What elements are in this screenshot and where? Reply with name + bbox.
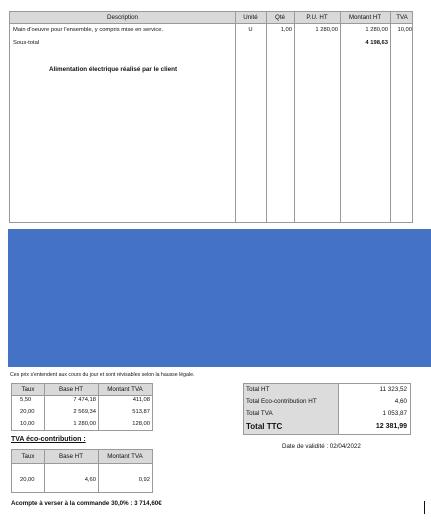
eco-header-base-ht: Base HT	[44, 450, 98, 463]
subtotal-value: 4 198,63	[365, 40, 388, 46]
column-divider	[44, 450, 45, 492]
invoice-table	[9, 11, 413, 223]
tva-header-base-ht: Base HT	[44, 384, 98, 395]
header-tva: TVA	[396, 14, 408, 21]
line-qte: 1,00	[280, 27, 292, 33]
validity-date: Date de validité : 02/04/2022	[282, 443, 361, 450]
tva-row-3-montant-tva: 128,00	[132, 421, 150, 427]
eco-header-taux: Taux	[12, 450, 44, 463]
tva-header-taux: Taux	[12, 384, 44, 395]
eco-row-montant-tva: 0,92	[138, 477, 150, 483]
line-unite: U	[248, 27, 253, 33]
header-description: Description	[107, 14, 138, 21]
header-unite: Unité	[243, 14, 258, 21]
total-ttc-label: Total TTC	[246, 422, 283, 431]
line-pu-ht: 1 280,00	[315, 27, 338, 33]
tva-row-2-montant-tva: 513,87	[132, 409, 150, 415]
tva-table	[11, 383, 153, 431]
total-eco-label: Total Eco-contribution HT	[246, 398, 317, 405]
total-tva-label: Total TVA	[246, 410, 273, 417]
totals-box	[243, 383, 411, 435]
total-ht-label: Total HT	[246, 386, 270, 393]
total-ttc-value: 12 381,99	[375, 423, 407, 430]
eco-table	[11, 449, 153, 493]
invoice-note: Alimentation électrique réalisé par le client	[49, 66, 178, 73]
column-divider	[294, 12, 295, 222]
tva-row-2-base-ht: 2 569,34	[73, 409, 96, 415]
line-tva: 10,00	[397, 27, 412, 33]
acompte-line: Acompte à verser à la commande 30,0% : 3 714,60€	[11, 500, 162, 507]
text-cursor	[424, 501, 425, 514]
eco-header-border	[12, 463, 152, 464]
total-tva-value: 1 053,87	[382, 410, 407, 417]
header-pu-ht: P.U. HT	[306, 14, 328, 21]
column-divider	[266, 12, 267, 222]
tva-row-1-taux: 5,50	[20, 397, 32, 403]
total-eco-value: 4,60	[394, 398, 407, 405]
column-divider	[235, 12, 236, 222]
eco-contribution-title: TVA éco-contribution :	[11, 436, 86, 443]
column-divider	[390, 12, 391, 222]
eco-row-base-ht: 4,60	[84, 477, 96, 483]
column-divider	[98, 450, 99, 492]
tva-row-1-montant-tva: 411,08	[132, 397, 150, 403]
eco-header-montant-tva: Montant TVA	[98, 450, 152, 463]
subtotal-label: Sous-total	[13, 40, 40, 46]
tva-header-montant-tva: Montant TVA	[98, 384, 152, 395]
tva-row-3-taux: 10,00	[20, 421, 35, 427]
tva-row-2-taux: 20,00	[20, 409, 35, 415]
line-description: Main d'oeuvre pour l'ensemble, y compris mise en service.	[13, 27, 164, 33]
header-montant-ht: Montant HT	[348, 14, 382, 21]
tva-row-1-base-ht: 7 474,18	[73, 397, 96, 403]
tva-row-3-base-ht: 1 280,00	[73, 421, 96, 427]
line-montant-ht: 1 280,00	[365, 27, 388, 33]
blue-redaction-block	[8, 229, 431, 367]
total-ht-value: 11 323,52	[379, 386, 407, 393]
price-note: Ces prix s'entendent aux cours du jour et sont révisables selon la hausse légale.	[10, 372, 195, 378]
eco-row-taux: 20,00	[20, 477, 35, 483]
header-qte: Qté	[275, 14, 285, 21]
